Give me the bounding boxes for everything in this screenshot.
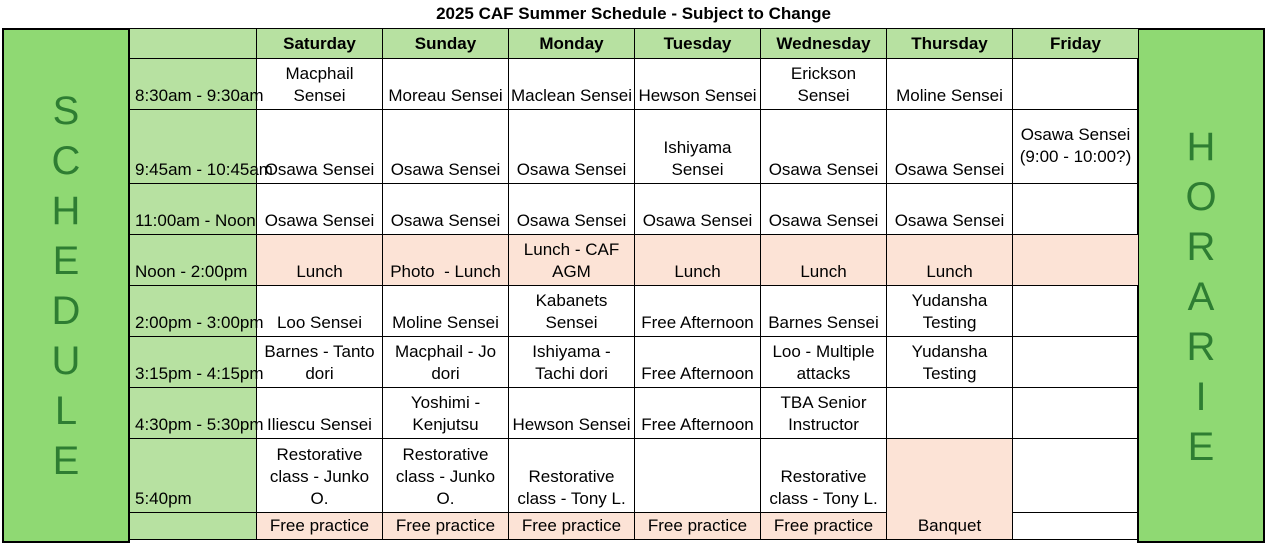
side-letter: H	[1186, 124, 1216, 169]
schedule-cell	[1013, 439, 1139, 513]
schedule-cell	[1013, 235, 1139, 286]
time-cell: 9:45am - 10:45am	[130, 110, 257, 184]
table-row	[130, 184, 1139, 235]
schedule-cell: Restorative class - Tony L.	[761, 439, 887, 513]
side-letter: E	[52, 238, 80, 283]
schedule-cell: Yudansha Testing	[887, 286, 1013, 337]
side-letter: R	[1186, 324, 1216, 369]
side-letter: O	[1185, 174, 1217, 219]
schedule-cell: Macphail Sensei	[257, 59, 383, 110]
table-row	[130, 439, 1139, 513]
table-row	[130, 110, 1139, 184]
schedule-cell: Free Afternoon	[635, 337, 761, 388]
time-cell	[130, 513, 257, 540]
schedule-cell: Moline Sensei	[383, 286, 509, 337]
schedule-cell: Moreau Sensei	[383, 59, 509, 110]
schedule-cell: Moline Sensei	[887, 59, 1013, 110]
time-cell: 4:30pm - 5:30pm	[130, 388, 257, 439]
schedule-cell	[1013, 388, 1139, 439]
schedule-cell: Maclean Sensei	[509, 59, 635, 110]
schedule-cell: Restorative class - Junko O.	[257, 439, 383, 513]
schedule-side-label	[2, 28, 130, 543]
schedule-cell: Ishiyama - Tachi dori	[509, 337, 635, 388]
time-cell: 5:40pm	[130, 439, 257, 513]
side-letter: U	[51, 338, 81, 383]
table-row	[130, 59, 1139, 110]
schedule-cell: Lunch	[887, 235, 1013, 286]
side-letter: I	[1195, 374, 1207, 419]
table-row	[130, 286, 1139, 337]
schedule-cell	[1013, 286, 1139, 337]
schedule-cell: Free practice	[383, 513, 509, 540]
schedule-title: 2025 CAF Summer Schedule - Subject to Change	[436, 4, 831, 23]
schedule-cell: Hewson Sensei	[509, 388, 635, 439]
side-letter: E	[1187, 424, 1215, 469]
schedule-cell: Barnes - Tanto dori	[257, 337, 383, 388]
schedule-cell: Yoshimi - Kenjutsu	[383, 388, 509, 439]
day-header: Sunday	[383, 29, 509, 59]
table-row	[130, 388, 1139, 439]
schedule-cell: Iliescu Sensei	[257, 388, 383, 439]
day-header: Saturday	[257, 29, 383, 59]
schedule-cell: Osawa Sensei	[257, 110, 383, 184]
schedule-cell: Restorative class - Junko O.	[383, 439, 509, 513]
day-header: Thursday	[887, 29, 1013, 59]
schedule-cell	[1013, 513, 1139, 540]
table-row	[130, 337, 1139, 388]
side-letter: E	[52, 438, 80, 483]
schedule-cell	[1013, 184, 1139, 235]
schedule-cell: Osawa Sensei	[509, 110, 635, 184]
schedule-cell: Lunch	[761, 235, 887, 286]
schedule-cell: Free Afternoon	[635, 388, 761, 439]
day-header: Wednesday	[761, 29, 887, 59]
schedule-cell: Lunch	[635, 235, 761, 286]
schedule-cell: Loo - Multiple attacks	[761, 337, 887, 388]
time-cell: 11:00am - Noon	[130, 184, 257, 235]
schedule-cell: Osawa Sensei	[257, 184, 383, 235]
time-cell: 8:30am - 9:30am	[130, 59, 257, 110]
schedule-cell: Free practice	[761, 513, 887, 540]
time-cell: Noon - 2:00pm	[130, 235, 257, 286]
schedule-cell: Osawa Sensei	[383, 110, 509, 184]
schedule-cell: Free practice	[635, 513, 761, 540]
schedule-cell: Osawa Sensei	[887, 110, 1013, 184]
header-row	[130, 29, 1139, 59]
day-header: Friday	[1013, 29, 1139, 59]
schedule-cell: Erickson Sensei	[761, 59, 887, 110]
schedule-cell: Yudansha Testing	[887, 337, 1013, 388]
schedule-cell: Osawa Sensei	[509, 184, 635, 235]
schedule-cell: Osawa Sensei	[635, 184, 761, 235]
day-header: Monday	[509, 29, 635, 59]
schedule-cell: TBA Senior Instructor	[761, 388, 887, 439]
banquet-cell: Banquet	[887, 439, 1013, 540]
schedule-cell	[1013, 59, 1139, 110]
time-cell: 2:00pm - 3:00pm	[130, 286, 257, 337]
schedule-cell: Osawa Sensei	[383, 184, 509, 235]
schedule-cell: Free practice	[257, 513, 383, 540]
table-row	[130, 235, 1139, 286]
schedule-cell: Restorative class - Tony L.	[509, 439, 635, 513]
schedule-cell	[1013, 337, 1139, 388]
schedule-cell	[887, 388, 1013, 439]
schedule-cell: Loo Sensei	[257, 286, 383, 337]
side-letter: A	[1187, 274, 1215, 319]
day-header: Tuesday	[635, 29, 761, 59]
horarie-side-label	[1137, 28, 1265, 543]
corner-cell	[130, 29, 257, 59]
schedule-cell: Lunch - CAF AGM	[509, 235, 635, 286]
schedule-table	[129, 28, 1139, 540]
schedule-cell: Free practice	[509, 513, 635, 540]
time-cell: 3:15pm - 4:15pm	[130, 337, 257, 388]
side-letter: R	[1186, 224, 1216, 269]
schedule-cell: Barnes Sensei	[761, 286, 887, 337]
schedule-cell: Lunch	[257, 235, 383, 286]
side-letter: H	[51, 188, 81, 233]
schedule-cell: Photo - Lunch	[383, 235, 509, 286]
schedule-cell	[635, 439, 761, 513]
side-letter: S	[52, 88, 80, 133]
schedule-cell: Osawa Sensei	[761, 184, 887, 235]
schedule-cell: Free Afternoon	[635, 286, 761, 337]
schedule-cell: Osawa Sensei (9:00 - 10:00?)	[1013, 110, 1139, 184]
side-letter: D	[51, 288, 81, 333]
side-letter: C	[51, 138, 81, 183]
schedule-cell: Osawa Sensei	[887, 184, 1013, 235]
schedule-cell: Hewson Sensei	[635, 59, 761, 110]
schedule-cell: Macphail - Jo dori	[383, 337, 509, 388]
schedule-cell: Kabanets Sensei	[509, 286, 635, 337]
side-letter: L	[54, 388, 78, 433]
schedule-cell: Osawa Sensei	[761, 110, 887, 184]
schedule-cell: Ishiyama Sensei	[635, 110, 761, 184]
